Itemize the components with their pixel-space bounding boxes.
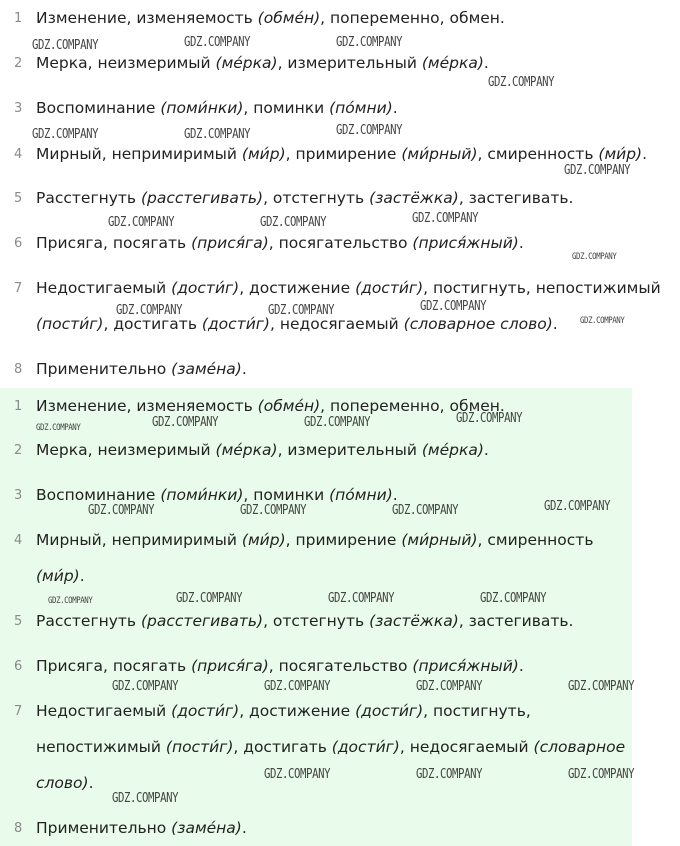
watermark: GDZ.COMPANY bbox=[420, 299, 487, 314]
item-text: Недостигаемый (дости́г), достижение (дости́г), постигнуть, непостижимый (пости́г), достигать (дости́г), недосягаемый (словарное слово). bbox=[36, 279, 661, 333]
watermark: GDZ.COMPANY bbox=[304, 415, 371, 430]
item-text: Присяга, посягать (прися́га), посягательство (прися́жный). bbox=[36, 657, 524, 675]
watermark: GDZ.COMPANY bbox=[108, 215, 175, 230]
watermark: GDZ.COMPANY bbox=[564, 163, 631, 178]
item-text: Мирный, непримиримый (ми́р), примирение (ми́рный), смиренность (ми́р). bbox=[36, 531, 594, 585]
item-text: Воспоминание (поми́нки), поминки (по́мни). bbox=[36, 99, 398, 117]
watermark: GDZ.COMPANY bbox=[112, 679, 179, 694]
item-number: 4 bbox=[14, 147, 23, 162]
item-text: Недостигаемый (дости́г), достижение (дости́г), постигнуть, непостижимый (пости́г), достигать (дости́г), недосягаемый (словарное слово). bbox=[36, 702, 626, 792]
item-number: 2 bbox=[14, 443, 23, 458]
item-number: 5 bbox=[14, 191, 23, 206]
item-text: Расстегнуть (расстегивать), отстегнуть (застёжка), застегивать. bbox=[36, 612, 574, 630]
item-text: Применительно (заме́на). bbox=[36, 819, 247, 837]
item-text: Мирный, непримиримый (ми́р), примирение (ми́рный), смиренность (ми́р). bbox=[36, 145, 648, 163]
watermark: GDZ.COMPANY bbox=[48, 596, 93, 606]
item-text: Мерка, неизмеримый (ме́рка), измерительный (ме́рка). bbox=[36, 441, 489, 459]
watermark: GDZ.COMPANY bbox=[336, 123, 403, 138]
watermark: GDZ.COMPANY bbox=[116, 303, 183, 318]
item-number: 4 bbox=[14, 533, 23, 548]
watermark: GDZ.COMPANY bbox=[480, 591, 547, 606]
item-text: Расстегнуть (расстегивать), отстегнуть (застёжка), застегивать. bbox=[36, 189, 574, 207]
watermark: GDZ.COMPANY bbox=[392, 503, 459, 518]
watermark: GDZ.COMPANY bbox=[336, 35, 403, 50]
item-number: 7 bbox=[14, 704, 23, 719]
watermark: GDZ.COMPANY bbox=[36, 423, 81, 433]
watermark: GDZ.COMPANY bbox=[264, 767, 331, 782]
item-text: Мерка, неизмеримый (ме́рка), измерительный (ме́рка). bbox=[36, 54, 489, 72]
watermark: GDZ.COMPANY bbox=[184, 35, 251, 50]
watermark: GDZ.COMPANY bbox=[264, 679, 331, 694]
watermark: GDZ.COMPANY bbox=[412, 211, 479, 226]
item-number: 5 bbox=[14, 614, 23, 629]
item-text: Присяга, посягать (прися́га), посягательство (прися́жный). bbox=[36, 234, 524, 252]
watermark: GDZ.COMPANY bbox=[184, 127, 251, 142]
watermark: GDZ.COMPANY bbox=[456, 411, 523, 426]
watermark: GDZ.COMPANY bbox=[88, 503, 155, 518]
item-number: 1 bbox=[14, 11, 23, 26]
item-number: 7 bbox=[14, 281, 23, 296]
watermark: GDZ.COMPANY bbox=[544, 499, 611, 514]
item-text: Воспоминание (поми́нки), поминки (по́мни). bbox=[36, 486, 398, 504]
watermark: GDZ.COMPANY bbox=[176, 591, 243, 606]
watermark: GDZ.COMPANY bbox=[112, 791, 179, 806]
item-number: 8 bbox=[14, 362, 23, 377]
item-text: Применительно (заме́на). bbox=[36, 360, 247, 378]
item-number: 2 bbox=[14, 56, 23, 71]
item-text: Изменение, изменяемость (обме́н), попеременно, обмен. bbox=[36, 397, 505, 415]
item-number: 6 bbox=[14, 659, 23, 674]
item-number: 8 bbox=[14, 821, 23, 836]
item-number: 3 bbox=[14, 488, 23, 503]
item-text: Изменение, изменяемость (обме́н), попеременно, обмен. bbox=[36, 9, 505, 27]
watermark: GDZ.COMPANY bbox=[416, 679, 483, 694]
item-number: 3 bbox=[14, 101, 23, 116]
watermark: GDZ.COMPANY bbox=[268, 303, 335, 318]
watermark: GDZ.COMPANY bbox=[328, 591, 395, 606]
watermark: GDZ.COMPANY bbox=[572, 252, 617, 262]
watermark: GDZ.COMPANY bbox=[240, 503, 307, 518]
watermark: GDZ.COMPANY bbox=[152, 415, 219, 430]
watermark: GDZ.COMPANY bbox=[568, 679, 635, 694]
watermark: GDZ.COMPANY bbox=[580, 316, 625, 326]
item-number: 6 bbox=[14, 236, 23, 251]
watermark: GDZ.COMPANY bbox=[568, 767, 635, 782]
watermark: GDZ.COMPANY bbox=[32, 38, 99, 53]
watermark: GDZ.COMPANY bbox=[416, 767, 483, 782]
watermark: GDZ.COMPANY bbox=[32, 127, 99, 142]
item-number: 1 bbox=[14, 399, 23, 414]
watermark: GDZ.COMPANY bbox=[260, 215, 327, 230]
watermark: GDZ.COMPANY bbox=[488, 75, 555, 90]
